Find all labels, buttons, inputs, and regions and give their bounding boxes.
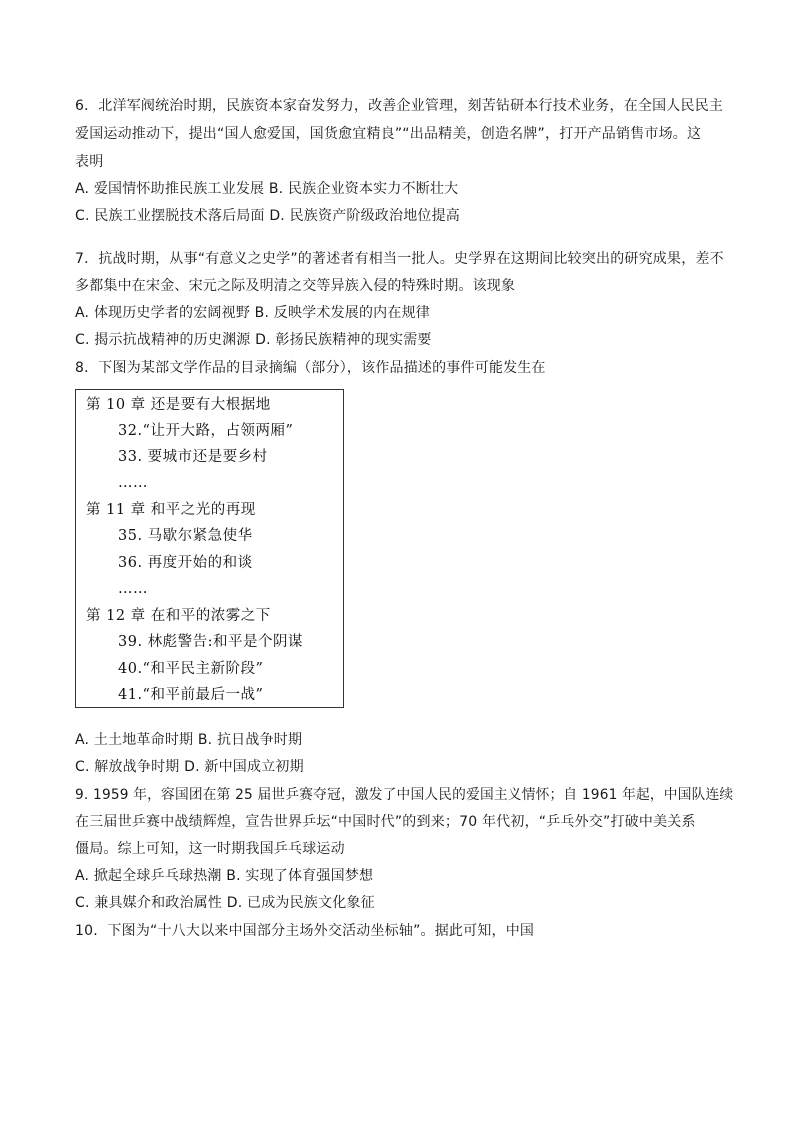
q8-table-of-contents-figure <box>75 389 344 708</box>
toc-item-36: 36. 再度开始的和谈 <box>118 555 253 571</box>
q6-options-cd: C. 民族工业摆脱技术落后局面 D. 民族资产阶级政治地位提高 <box>75 208 461 224</box>
toc-item-32: 32.“让开大路，占领两厢” <box>118 423 294 439</box>
q8-stem: 8．下图为某部文学作品的目录摘编（部分），该作品描述的事件可能发生在 <box>75 360 546 376</box>
q6-stem-line-2: 爱国运动推动下，提出“国人愈爱国，国货愈宜精良”“出品精美，创造名牌”，打开产品销售市场。这 <box>75 126 702 142</box>
q6-options-ab: A. 爱国情怀助推民族工业发展 B. 民族企业资本实力不断壮大 <box>75 181 459 197</box>
q7-stem-line-2: 多都集中在宋金、宋元之际及明清之交等异族入侵的特殊时期。该现象 <box>75 278 516 294</box>
toc-chapter-10: 第 10 章 还是要有大根据地 <box>86 397 271 413</box>
toc-item-40: 40.“和平民主新阶段” <box>118 661 264 677</box>
toc-chapter-11: 第 11 章 和平之光的再现 <box>86 502 256 518</box>
toc-item-35: 35. 马歇尔紧急使华 <box>118 528 253 544</box>
q9-stem-line-2: 在三届世乒赛中战绩辉煌，宣告世界乒坛“中国时代”的到来；70 年代初，“乒乓外交”打破中美关系 <box>75 814 696 830</box>
q9-stem-line-1: 9. 1959 年，容国团在第 25 届世乒赛夺冠，激发了中国人民的爱国主义情怀；自 1961 年起，中国队连续 <box>75 787 734 803</box>
q8-options-ab: A. 土土地革命时期 B. 抗日战争时期 <box>75 732 303 748</box>
q6-stem-line-3: 表明 <box>75 154 104 170</box>
toc-item-41: 41.“和平前最后一战” <box>118 687 264 703</box>
toc-ellipsis-2: …… <box>118 581 148 597</box>
q7-stem-line-1: 7．抗战时期，从事“有意义之史学”的著述者有相当一批人。史学界在这期间比较突出的研究成果，差不 <box>75 251 724 267</box>
q7-options-cd: C. 揭示抗战精神的历史渊源 D. 彰扬民族精神的现实需要 <box>75 332 432 348</box>
q8-options-cd: C. 解放战争时期 D. 新中国成立初期 <box>75 759 304 775</box>
q9-options-ab: A. 掀起全球乒乓球热潮 B. 实现了体育强国梦想 <box>75 868 374 884</box>
q6-stem-line-1: 6．北洋军阀统治时期，民族资本家奋发努力，改善企业管理，刻苦钻研本行技术业务，在全国人民民主 <box>75 98 724 114</box>
toc-chapter-12: 第 12 章 在和平的浓雾之下 <box>86 608 271 624</box>
q9-options-cd: C. 兼具媒介和政治属性 D. 已成为民族文化象征 <box>75 895 375 911</box>
q9-stem-line-3: 僵局。综上可知，这一时期我国乒乓球运动 <box>75 841 345 857</box>
q7-options-ab: A. 体现历史学者的宏阔视野 B. 反映学术发展的内在规律 <box>75 305 430 321</box>
toc-ellipsis-1: …… <box>118 475 148 491</box>
toc-item-39: 39. 林彪警告:和平是个阴谋 <box>118 634 304 650</box>
q10-stem: 10．下图为“十八大以来中国部分主场外交活动坐标轴”。据此可知，中国 <box>75 923 535 939</box>
toc-item-33: 33. 要城市还是要乡村 <box>118 449 268 465</box>
